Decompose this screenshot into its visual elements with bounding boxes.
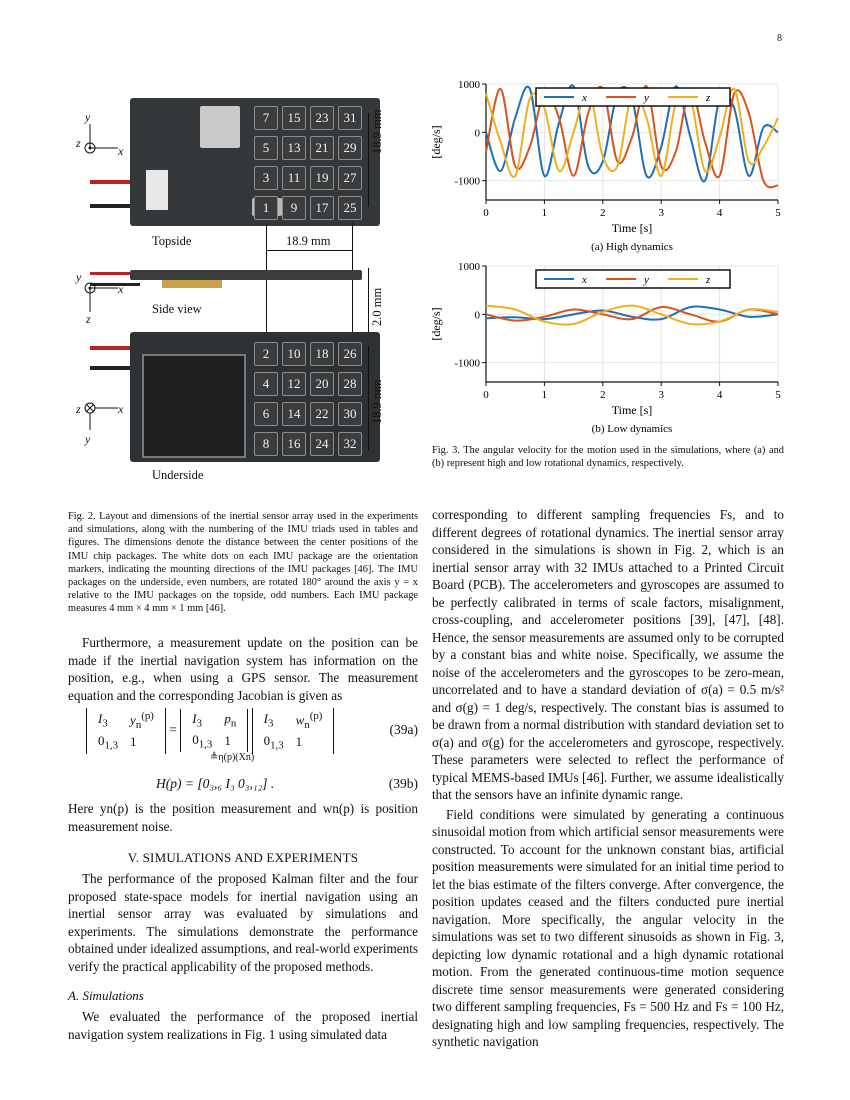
imu-chip-top-29: 29 — [338, 136, 362, 160]
imu-chip-top-25: 25 — [338, 196, 362, 220]
dim-arrow-height-bottom — [368, 346, 369, 450]
x-tick-label: 3 — [658, 389, 664, 401]
label-underside: Underside — [152, 468, 204, 482]
x-tick-label: 2 — [600, 207, 606, 219]
eq39b-text: H(p) = [0₃,₆ I₃ 0₃,₁₂] . — [156, 776, 275, 791]
imu-chip-top-9: 9 — [282, 196, 306, 220]
imu-chip-top-15: 15 — [282, 106, 306, 130]
legend-label-y: y — [644, 92, 649, 104]
x-tick-label: 1 — [541, 389, 548, 401]
imu-chip-top-17: 17 — [310, 196, 334, 220]
legend-label-x: x — [582, 92, 587, 104]
y-tick-label: 0 — [474, 309, 480, 322]
label-side-view: Side view — [152, 302, 202, 316]
chart-low-dynamics — [428, 262, 788, 437]
y-axis-label: [deg/s] — [429, 307, 443, 341]
imu-chip-bottom-14: 14 — [282, 402, 306, 426]
y-axis-label: [deg/s] — [429, 125, 443, 159]
axis-z-bottom: z — [76, 402, 81, 416]
dim-arrow-width — [266, 250, 352, 251]
imu-chip-top-13: 13 — [282, 136, 306, 160]
x-tick-label: 4 — [716, 207, 723, 219]
dim-height-top-label — [370, 110, 385, 154]
paragraph: Furthermore, a measurement update on the position can be made if the inertial navigation system has information on the position, e.g., when using a GPS sensor. The measurement equation and the corresponding Jacobian is given as — [68, 635, 418, 703]
imu-chip-bottom-2: 2 — [254, 342, 278, 366]
fig2-caption: Fig. 2. Layout and dimensions of the inertial sensor array used in the experiments and simulations, along with the numbering of the IMU triads used in tables and figures. The dimensions denote the distance between the center positions of the IMU chip packages. The white dots on each IMU package are the orientation markers, indicating the mounting directions of the IMU packages [46]. The IMU packages on the underside, even numbers, are rotated 180° around the axis y = x relative to the IMU packages on the topside, odd numbers. Each IMU package measures 4 mm × 4 mm × 1 mm [46]. — [68, 511, 418, 615]
eq-label-39b: (39b) — [388, 776, 418, 791]
paragraph: The performance of the proposed Kalman filter and the four proposed state-space models for inertial navigation using an inertial sensor array was evaluated by simulations and experiments. The simulations demonstrate the performance obtained under idealized assumptions, and real-world experiments verify the practical applicability of the proposed methods. — [68, 871, 418, 974]
legend-label-x: x — [582, 274, 587, 286]
x-tick-label: 5 — [775, 207, 781, 219]
imu-chip-bottom-18: 18 — [310, 342, 334, 366]
sd-card-slot — [200, 106, 240, 148]
x-tick-label: 0 — [483, 389, 489, 401]
imu-chip-bottom-16: 16 — [282, 432, 306, 456]
y-tick-label: -1000 — [454, 175, 480, 188]
axis-z-top: z — [76, 136, 81, 150]
pcb-topside — [130, 98, 380, 226]
x-tick-label: 1 — [541, 207, 548, 219]
imu-chip-top-31: 31 — [338, 106, 362, 130]
imu-chip-bottom-32: 32 — [338, 432, 362, 456]
series-line-z — [486, 306, 778, 325]
legend-label-y: y — [644, 274, 649, 286]
imu-chip-top-23: 23 — [310, 106, 334, 130]
paragraph: Field conditions were simulated by generating a continuous sinusoidal motion from which artificial sensor measurements were constructed. To account for the unknown constant bias, artificial position measurements were simulated for an initial time period to let the bias estimate of the filters converge. After convergence, the position updates ceased and the filters conducted pure inertial navigation. More specifically, the angular velocity in the simulations was set to two different sinusoids as shown in Fig. 3, depicting low dynamic rotational and a high dynamic rotational motion. From the generated continuous-time motion sequence discrete time sensor measurements were generated considering two different sampling frequencies, Fs = 500 Hz and Fs = 100 Hz, designating high and low sampling frequencies, respectively. The synthetic navigation — [432, 806, 784, 1049]
imu-chip-top-19: 19 — [310, 166, 334, 190]
imu-grid-underside — [254, 342, 360, 456]
pcb-side — [130, 270, 362, 280]
dim-thickness-label — [370, 288, 385, 326]
x-axis-label: Time [s] — [611, 221, 653, 235]
paragraph: We evaluated the performance of the proposed inertial navigation system realizations in Fig. 1 using simulated data — [68, 1009, 418, 1042]
subsection-heading: A. Simulations — [68, 988, 144, 1003]
x-axis-label: Time [s] — [611, 403, 653, 417]
axis-glyph-side — [80, 280, 120, 316]
imu-chip-top-21: 21 — [310, 136, 334, 160]
axis-y-bottom: y — [85, 432, 91, 446]
equation-39b — [156, 776, 418, 792]
x-tick-label: 5 — [775, 389, 781, 401]
legend-label-z: z — [706, 92, 711, 104]
y-tick-label: -1000 — [454, 357, 480, 370]
axis-glyph-top — [80, 120, 120, 156]
chart-subtitle: (a) High dynamics — [591, 241, 673, 253]
axis-x-bottom: x — [118, 402, 124, 416]
paragraph: Here yn(p) is the position measurement and wn(p) is position measurement noise. — [68, 801, 418, 834]
matrix: $I_3$ $w_n^{(p)}$ $0_{1,3}$ 1 — [252, 708, 335, 754]
axis-z-side: z — [86, 312, 91, 326]
matrix: $I_3$ $y_n^{(p)}$ $0_{1,3}$ 1 — [86, 708, 166, 754]
matrix: $I_3$ $p_n$ $0_{1,3}$ 1 — [180, 709, 248, 752]
imu-chip-bottom-8: 8 — [254, 432, 278, 456]
series-line-x — [486, 307, 778, 320]
imu-grid-topside — [254, 106, 360, 220]
y-tick-label: 1000 — [458, 262, 480, 273]
page-number: 8 — [777, 33, 782, 44]
imu-chip-bottom-20: 20 — [310, 372, 334, 396]
imu-chip-bottom-22: 22 — [310, 402, 334, 426]
pcb-underside — [130, 332, 380, 462]
imu-chip-top-11: 11 — [282, 166, 306, 190]
cpu-chip — [142, 354, 246, 458]
left-column-3 — [68, 870, 418, 975]
dim-thickness-text: 2.0 mm — [370, 287, 384, 326]
y-tick-label: 0 — [474, 127, 480, 140]
axis-y-side: y — [76, 270, 82, 284]
axis-x-side: x — [118, 282, 124, 296]
right-column — [432, 506, 784, 1051]
axis-x-top: x — [118, 144, 124, 158]
equation-39a: $I_3$ $y_n^{(p)}$ $0_{1,3}$ 1 = $I_3$ $p_n$ $0_{1,3}$ 1 $I_3$ $w_n^{(p)}$ $0_{1,3}$ 1 (39a) ≜η(p)(Xn) — [86, 708, 418, 768]
dim-height-top-text: 18.9 mm — [370, 109, 384, 154]
dim-arrow-height-top — [368, 113, 369, 207]
dim-height-bottom-label — [370, 380, 385, 424]
imu-chip-bottom-4: 4 — [254, 372, 278, 396]
imu-chip-top-3: 3 — [254, 166, 278, 190]
dim-height-bottom-text: 18.9 mm — [370, 379, 384, 424]
battery-connector — [146, 170, 168, 210]
axis-y-top: y — [85, 110, 91, 124]
eq-label-39a: (39a) — [389, 722, 418, 737]
imu-chip-bottom-26: 26 — [338, 342, 362, 366]
x-tick-label: 2 — [600, 389, 606, 401]
pcb-side-connector — [162, 280, 222, 288]
section-heading: V. SIMULATIONS AND EXPERIMENTS — [127, 850, 359, 865]
x-tick-label: 3 — [658, 207, 664, 219]
imu-chip-top-27: 27 — [338, 166, 362, 190]
imu-chip-top-7: 7 — [254, 106, 278, 130]
imu-chip-bottom-30: 30 — [338, 402, 362, 426]
eq-underbrace-label: ≜η(p)(Xn) — [210, 752, 255, 763]
left-column-2 — [68, 800, 418, 835]
x-tick-label: 0 — [483, 207, 489, 219]
left-column-4 — [68, 1008, 418, 1043]
dim-arrow-thickness — [368, 268, 369, 338]
imu-chip-bottom-10: 10 — [282, 342, 306, 366]
imu-chip-bottom-6: 6 — [254, 402, 278, 426]
legend-label-z: z — [706, 274, 711, 286]
dim-width-label: 18.9 mm — [286, 234, 331, 248]
imu-chip-bottom-24: 24 — [310, 432, 334, 456]
imu-chip-top-1: 1 — [254, 196, 278, 220]
chart-high-dynamics — [428, 80, 788, 255]
imu-chip-bottom-12: 12 — [282, 372, 306, 396]
figure-2 — [70, 90, 420, 490]
x-tick-label: 4 — [716, 389, 723, 401]
imu-chip-top-5: 5 — [254, 136, 278, 160]
axis-glyph-bottom — [80, 396, 120, 432]
chart-subtitle: (b) Low dynamics — [591, 423, 673, 435]
y-tick-label: 1000 — [458, 80, 480, 91]
label-topside: Topside — [152, 234, 192, 248]
left-column — [68, 634, 418, 704]
imu-chip-bottom-28: 28 — [338, 372, 362, 396]
paragraph: corresponding to different sampling frequencies Fs, and to different degrees of rotational dynamics. The inertial sensor array considered in the simulations is shown in Fig. 2, which is an inertial sensor array with 32 IMUs attached to a Printed Circuit Board (PCB). The accelerometers and gyroscopes are assumed to be perfectly calibrated in terms of scale factors, misalignment, cross-coupling, and accelerometer positions [39], [47], [48]. Hence, the sensor measurements are assumed only to be corrupted by a constant bias and white noise. Specifically, we assume the noise of the accelerometers and the gyroscopes to be zero-mean, uncorrelated and to have a standard deviation of σ(a) = 0.5 m/s² and σ(g) = 1 deg/s, respectively. The constant bias is assumed to be drawn from a normal distribution with standard deviation set to σ(a) and σ(g) for the accelerometers and gyroscope, respectively. These parameters were selected to reflect the performance of typical MEMS-based IMUs [46]. Further, we assume idealistically that the sensors have an infinite dynamic range. — [432, 507, 784, 802]
fig3-caption: Fig. 3. The angular velocity for the motion used in the simulations, where (a) and (b) represent high and low rotational dynamics, respectively. — [432, 445, 784, 470]
